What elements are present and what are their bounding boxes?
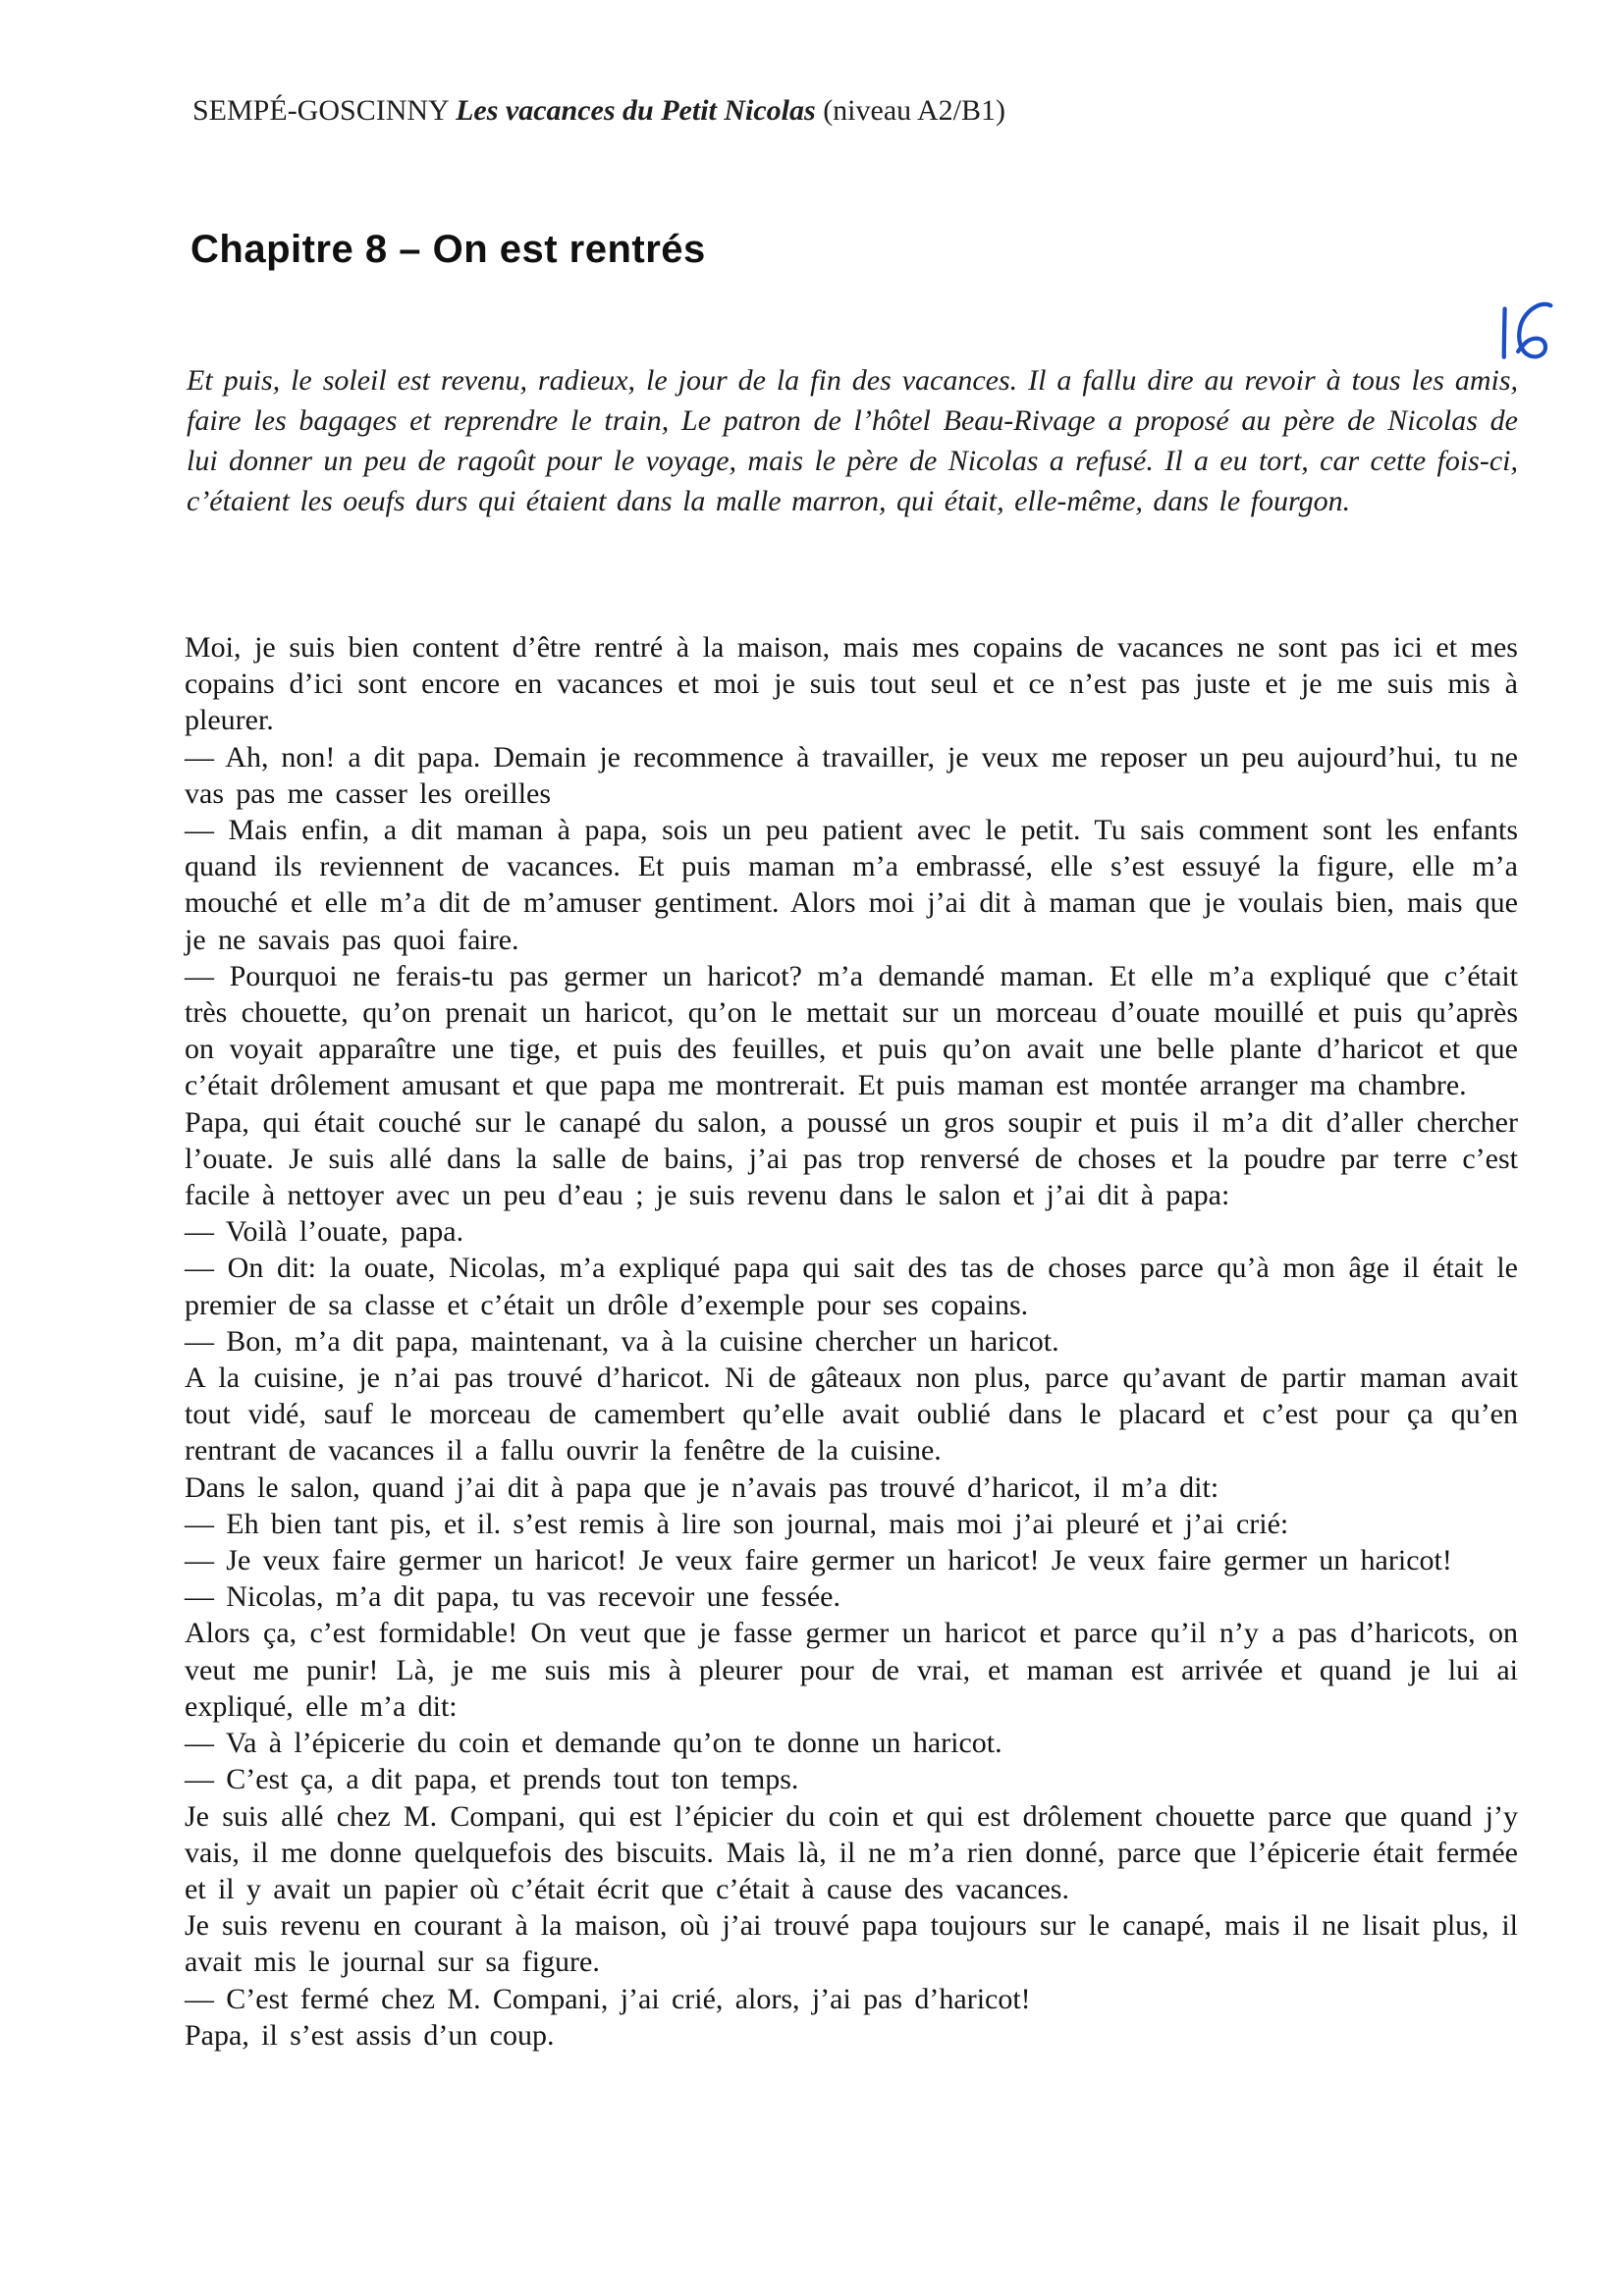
intro-paragraph: Et puis, le soleil est revenu, radieux, le jour de la fin des vacances. Il a fallu dire au revoir à tous les amis, faire les bagages et reprendre le train, Le patron de l’hôtel Beau-Rivage a proposé au père de Nicolas de lui donner un peu de ragoût pour le voyage, mais le père de Nicolas a refusé. Il a eu tort, car cette fois-ci, c’étaient les oeufs durs qui étaient dans la malle marron, qui était, elle-même, dans le fourgon. [187,364,1518,517]
story-paragraph: — Eh bien tant pis, et il. s’est remis à lire son journal, mais moi j’ai pleuré et j’ai crié: [185,1507,1289,1540]
handwritten-digit-six-stroke [1518,304,1550,357]
story-paragraph: — C’est fermé chez M. Compani, j’ai crié, alors, j’ai pas d’haricot! [185,1982,1031,2015]
story-paragraph: A la cuisine, je n’ai pas trouvé d’haricot. Ni de gâteaux non plus, parce qu’avant de partir maman avait tout vidé, sauf le morceau de camembert qu’elle avait oublié dans le placard et c’est pour ça qu’en rentrant de vacances il a fallu ouvrir la fenêtre de la cuisine. [185,1362,1518,1468]
story-paragraph: — Nicolas, m’a dit papa, tu vas recevoir une fessée. [185,1580,840,1614]
story-paragraph: — Pourquoi ne ferais-tu pas germer un haricot? m’a demandé maman. Et elle m’a expliqué que c’était très chouette, qu’on prenait un haricot, qu’on le mettait sur un morceau d’ouate mouillé et puis qu’après on voyait apparaître une tige, et puis des feuilles, et puis qu’on avait une belle plante d’haricot et que c’était drôlement amusant et que papa me montrerait. Et puis maman est montée arranger ma chambre. [185,959,1518,1102]
story-text [185,629,1518,2054]
header-level-note: (niveau A2/B1) [823,94,1005,127]
story-paragraph: — C’est ça, a dit papa, et prends tout ton temps. [185,1763,799,1796]
story-paragraph: Papa, il s’est assis d’un coup. [185,2018,555,2052]
story-paragraph: Moi, je suis bien content d’être rentré à la maison, mais mes copains de vacances ne sont pas ici et mes copains d’ici sont encore en vacances et moi je suis tout seul et ce n’est pas juste et je me suis mis à pleurer. [185,631,1518,737]
story-paragraph: — Ah, non! a dit papa. Demain je recommence à travailler, je veux me reposer un peu aujourd’hui, tu ne vas pas me casser les oreilles [185,740,1518,810]
story-paragraph: — Bon, m’a dit papa, maintenant, va à la cuisine chercher un haricot. [185,1324,1059,1358]
story-paragraph: Dans le salon, quand j’ai dit à papa que je n’avais pas trouvé d’haricot, il m’a dit: [185,1470,1219,1504]
story-paragraph: — Voilà l’ouate, papa. [185,1215,464,1249]
story-paragraph: — Mais enfin, a dit maman à papa, sois un peu patient avec le petit. Tu sais comment sont les enfants quand ils reviennent de vacances. Et puis maman m’a embrassé, elle s’est essuyé la figure, elle m’a mouché et elle m’a dit de m’amuser gentiment. Alors moi j’ai dit à maman que je voulais bien, mais que je ne savais pas quoi faire. [185,814,1518,956]
story-paragraph: Papa, qui était couché sur le canapé du salon, a poussé un gros soupir et puis il m’a dit d’aller chercher l’ouate. Je suis allé dans la salle de bains, j’ai pas trop renversé de choses et la poudre par terre c’est facile à nettoyer avec un peu d’eau ; je suis revenu dans le salon et j’ai dit à papa: [185,1105,1518,1212]
document-header [192,94,1005,128]
header-authors: SEMPÉ-GOSCINNY [192,94,449,127]
story-paragraph: Je suis revenu en courant à la maison, où j’ai trouvé papa toujours sur le canapé, mais il ne lisait plus, il avait mis le journal sur sa figure. [185,1909,1518,1979]
story-paragraph: Alors ça, c’est formidable! On veut que je fasse germer un haricot et parce qu’il n’y a pas d’haricots, on veut me punir! Là, je me suis mis à pleurer pour de vrai, et maman est arrivée et quand je lui ai expliqué, elle m’a dit: [185,1617,1518,1723]
story-paragraph: — Va à l’épicerie du coin et demande qu’on te donne un haricot. [185,1727,1002,1760]
handwritten-digit-one-stroke [1504,309,1505,357]
story-paragraph: — Je veux faire germer un haricot! Je veux faire germer un haricot! Je veux faire germer un haricot! [185,1544,1452,1577]
chapter-title: Chapitre 8 – On est rentrés [190,228,706,271]
story-paragraph: Je suis allé chez M. Compani, qui est l’épicier du coin et qui est drôlement chouette parce que quand j’y vais, il me donne quelquefois des biscuits. Mais là, il ne m’a rien donné, parce que l’épicerie était fermée et il y avait un papier où c’était écrit que c’était à cause des vacances. [185,1799,1518,1905]
header-book-title: Les vacances du Petit Nicolas [456,94,816,127]
story-paragraph: — On dit: la ouate, Nicolas, m’a expliqué papa qui sait des tas de choses parce qu’à mon âge il était le premier de sa classe et c’était un drôle d’exemple pour ses copains. [185,1252,1518,1321]
